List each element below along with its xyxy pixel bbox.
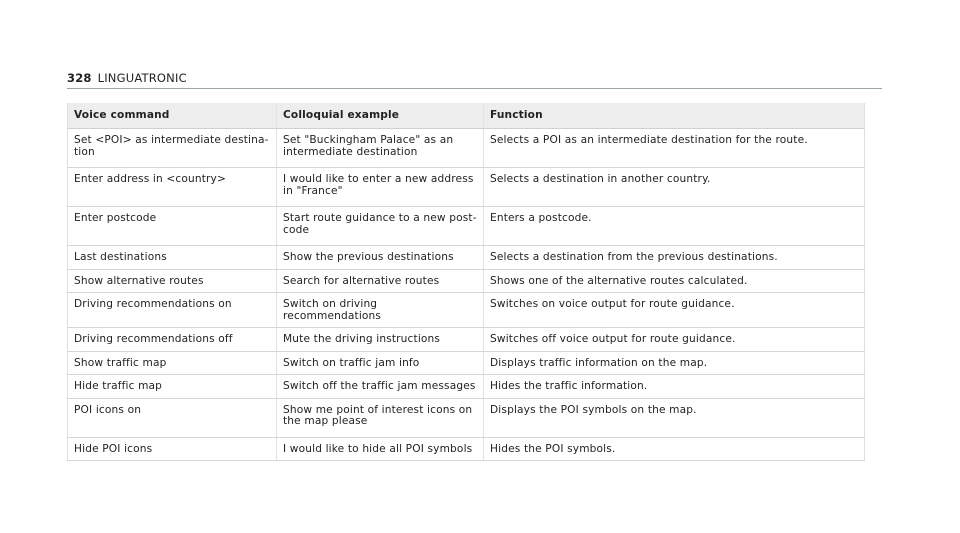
table-row (68, 207, 865, 246)
table-row (68, 375, 865, 399)
cell-colloquial-example: Search for alternative routes (277, 269, 484, 293)
table-row (68, 398, 865, 437)
cell-function: Hides the POI symbols. (484, 437, 865, 461)
cell-colloquial-example: Show the previous destinations (277, 246, 484, 270)
cell-function: Displays traffic information on the map. (484, 351, 865, 375)
voice-command-table (67, 103, 865, 461)
table-row (68, 437, 865, 461)
section-title: LINGUATRONIC (97, 71, 187, 85)
cell-function: Displays the POI symbols on the map. (484, 398, 865, 437)
cell-colloquial-example: I would like to enter a new address in "France" (277, 168, 484, 207)
cell-voice-command: Last destinations (68, 246, 277, 270)
header-divider (67, 88, 882, 89)
cell-voice-command: Show alternative routes (68, 269, 277, 293)
cell-function: Selects a POI as an intermediate destination for the route. (484, 129, 865, 168)
cell-function: Enters a postcode. (484, 207, 865, 246)
cell-colloquial-example: I would like to hide all POI symbols (277, 437, 484, 461)
cell-function: Switches off voice output for route guidance. (484, 328, 865, 352)
cell-voice-command: Set <POI> as intermediate destina- tion (68, 129, 277, 168)
cell-colloquial-example: Switch on traffic jam info (277, 351, 484, 375)
cell-function: Hides the traffic information. (484, 375, 865, 399)
cell-function: Selects a destination from the previous destinations. (484, 246, 865, 270)
table-row (68, 129, 865, 168)
cell-voice-command: Enter postcode (68, 207, 277, 246)
cell-voice-command: Driving recommendations on (68, 293, 277, 328)
table-row (68, 168, 865, 207)
cell-voice-command: Show traffic map (68, 351, 277, 375)
cell-voice-command: Driving recommendations off (68, 328, 277, 352)
column-header-voice-command: Voice command (68, 103, 277, 129)
cell-colloquial-example: Switch off the traffic jam messages (277, 375, 484, 399)
table-header-row (68, 103, 865, 129)
cell-voice-command: Hide POI icons (68, 437, 277, 461)
table-row (68, 246, 865, 270)
column-header-function: Function (484, 103, 865, 129)
table-row (68, 293, 865, 328)
page-number: 328 (67, 71, 92, 85)
table-row (68, 328, 865, 352)
cell-colloquial-example: Switch on driving recommendations (277, 293, 484, 328)
cell-voice-command: Hide traffic map (68, 375, 277, 399)
page-header (67, 71, 187, 85)
cell-function: Shows one of the alternative routes calculated. (484, 269, 865, 293)
cell-colloquial-example: Mute the driving instructions (277, 328, 484, 352)
table-row (68, 269, 865, 293)
column-header-colloquial-example: Colloquial example (277, 103, 484, 129)
cell-function: Switches on voice output for route guidance. (484, 293, 865, 328)
cell-function: Selects a destination in another country. (484, 168, 865, 207)
cell-colloquial-example: Set "Buckingham Palace" as an intermediate destination (277, 129, 484, 168)
cell-voice-command: Enter address in <country> (68, 168, 277, 207)
cell-voice-command: POI icons on (68, 398, 277, 437)
cell-colloquial-example: Start route guidance to a new post- code (277, 207, 484, 246)
cell-colloquial-example: Show me point of interest icons on the map please (277, 398, 484, 437)
table-row (68, 351, 865, 375)
